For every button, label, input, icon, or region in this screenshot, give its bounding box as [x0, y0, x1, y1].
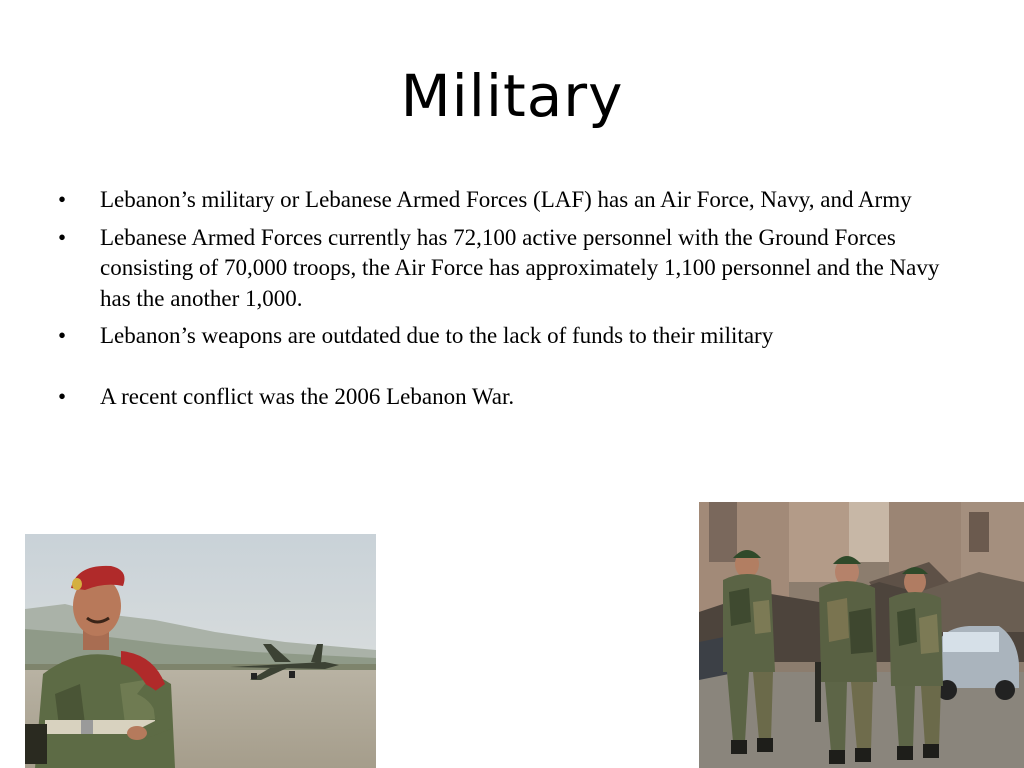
bullet-item [58, 185, 958, 216]
bullet-marker: • [58, 224, 67, 250]
bullet-marker: • [58, 383, 67, 409]
bullet-text: A recent conflict was the 2006 Lebanon War. [100, 383, 515, 409]
bullet-item [58, 223, 958, 315]
bullet-text: Lebanon’s military or Lebanese Armed Forces (LAF) has an Air Force, Navy, and Army [100, 187, 912, 212]
bullet-text: Lebanon’s weapons are outdated due to the lack of funds to their military [100, 323, 774, 348]
bullet-marker: • [58, 323, 67, 348]
soldier-photo [25, 534, 376, 768]
bullet-text: Lebanese Armed Forces currently has 72,100 active personnel with the Ground Forces consisting of 70,000 troops, the Air Force has approximately 1,100 personnel and the Navy has the another 1,000. [100, 224, 940, 311]
bullet-list [58, 185, 958, 419]
slide-title: Military [400, 62, 624, 130]
bullet-item [58, 382, 958, 413]
bullet-item [58, 321, 958, 352]
bullet-marker: • [58, 187, 67, 212]
patrol-photo [699, 502, 1024, 768]
